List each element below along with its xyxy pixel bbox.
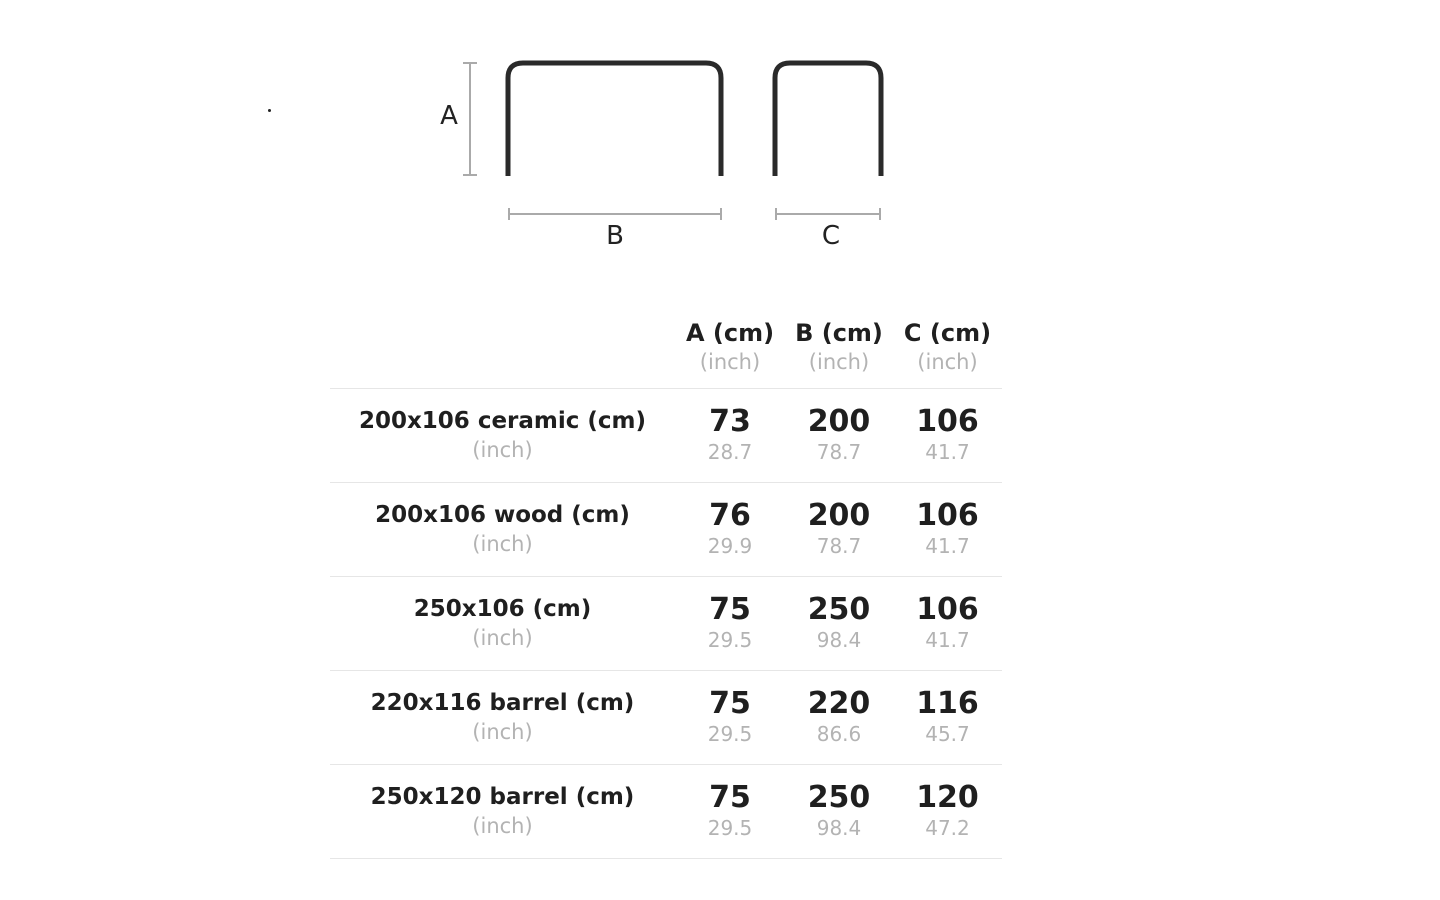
table-side-profile	[775, 63, 881, 176]
dimension-c	[776, 208, 880, 251]
table-row	[330, 482, 1002, 576]
header-a: A (cm) (inch)	[675, 318, 785, 388]
cell-c: 106 41.7	[893, 388, 1002, 482]
cell-c: 120 47.2	[893, 764, 1002, 858]
cell-c: 106 41.7	[893, 482, 1002, 576]
row-label: 200x106 wood (cm) (inch)	[330, 482, 675, 576]
cell-b: 200 78.7	[785, 482, 893, 576]
cell-a: 75 29.5	[675, 576, 785, 670]
table-row	[330, 576, 1002, 670]
header-blank	[330, 318, 675, 388]
dimensions-table-container	[330, 318, 1002, 859]
cell-a: 75 29.5	[675, 670, 785, 764]
table-front-profile	[508, 63, 721, 176]
cell-b: 200 78.7	[785, 388, 893, 482]
cell-b: 250 98.4	[785, 576, 893, 670]
label-a: A	[440, 101, 458, 131]
dimension-diagram	[0, 0, 1000, 270]
header-c: C (cm) (inch)	[893, 318, 1002, 388]
table-row	[330, 764, 1002, 858]
table-row	[330, 388, 1002, 482]
header-b: B (cm) (inch)	[785, 318, 893, 388]
table-row	[330, 670, 1002, 764]
row-label: 220x116 barrel (cm) (inch)	[330, 670, 675, 764]
cell-a: 76 29.9	[675, 482, 785, 576]
table-header-row	[330, 318, 1002, 388]
cell-b: 220 86.6	[785, 670, 893, 764]
dimension-a	[440, 63, 477, 175]
dimensions-table	[330, 318, 1002, 859]
cell-c: 116 45.7	[893, 670, 1002, 764]
dimension-b	[509, 208, 721, 251]
cell-a: 75 29.5	[675, 764, 785, 858]
cell-c: 106 41.7	[893, 576, 1002, 670]
row-label: 250x106 (cm) (inch)	[330, 576, 675, 670]
row-label: 250x120 barrel (cm) (inch)	[330, 764, 675, 858]
label-c: C	[821, 221, 841, 251]
row-label: 200x106 ceramic (cm) (inch)	[330, 388, 675, 482]
label-b: B	[606, 221, 624, 251]
cell-b: 250 98.4	[785, 764, 893, 858]
cell-a: 73 28.7	[675, 388, 785, 482]
